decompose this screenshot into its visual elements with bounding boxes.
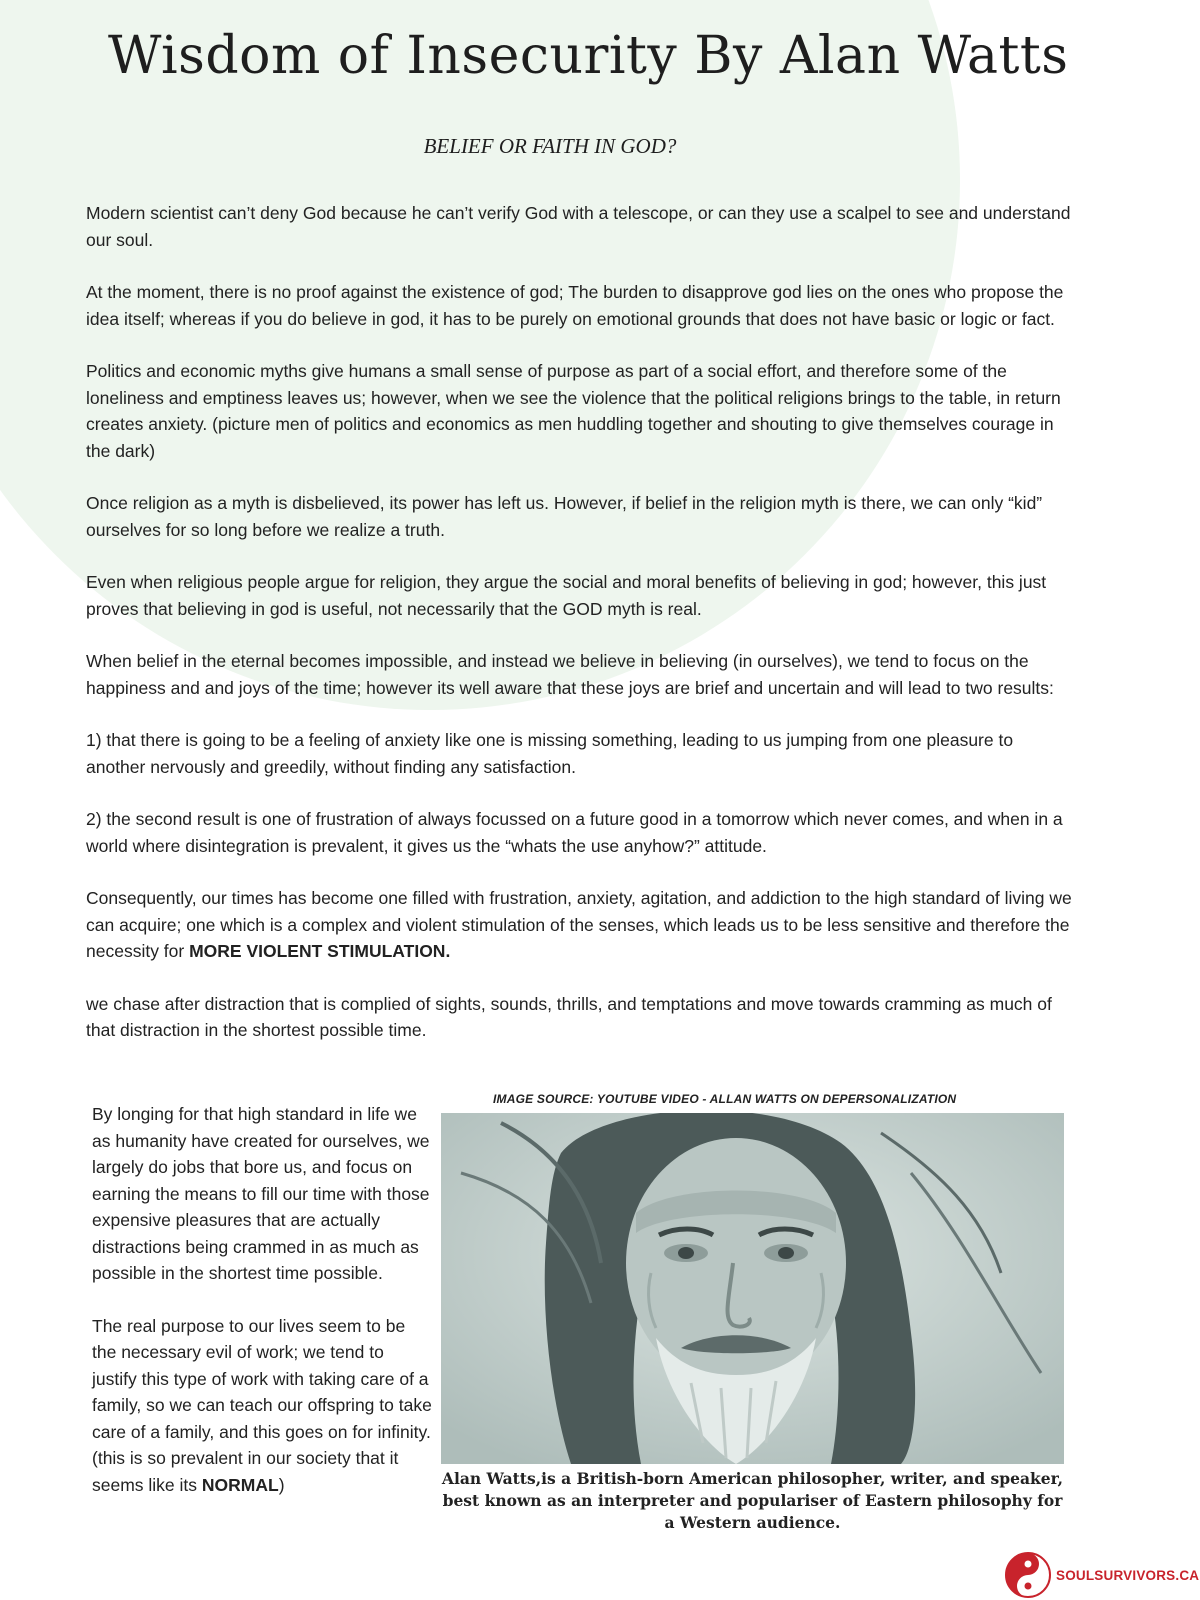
brand-logo[interactable]: [1004, 1550, 1200, 1600]
paragraph-end: ): [278, 1474, 285, 1495]
paragraph: Modern scientist can’t deny God because he can’t verify God with a telescope, or can they use a scalpel to see and understand our soul.: [86, 203, 1071, 250]
yin-yang-icon: [1004, 1551, 1052, 1599]
image-source-label: IMAGE SOURCE: YOUTUBE VIDEO - ALLAN WATTS ON DEPERSONALIZATION: [493, 1092, 957, 1106]
paragraph: 2) the second result is one of frustration of always focussed on a future good in a tomorrow which never comes, and when in a world where disintegration is prevalent, it gives us the “whats the use anyhow?” attitude.: [86, 809, 1063, 856]
paragraph: Even when religious people argue for religion, they argue the social and moral benefits of believing in god; however, this just proves that believing in god is useful, not necessarily that the GOD myth is real.: [86, 572, 1047, 619]
paragraph: When belief in the eternal becomes impossible, and instead we believe in believing (in ourselves), we tend to focus on the happiness and and joys of the time; however its well aware that these joys are brief and uncertain and will lead to two results:: [86, 651, 1054, 698]
portrait-illustration: [441, 1113, 1064, 1464]
emphasis-text: NORMAL: [201, 1474, 279, 1495]
paragraph-distraction: we chase after distraction that is complied of sights, sounds, thrills, and temptations and move towards cramming as much of that distraction in the shortest possible time.: [86, 993, 1052, 1040]
paragraph: Politics and economic myths give humans a small sense of purpose as part of a social effort, and therefore some of the loneliness and emptiness leaves us; however, when we see the violence that the political religions brings to the table, in return creates anxiety. (picture men of politics and economics as men huddling together and shouting to give themselves courage in the dark): [86, 361, 1061, 461]
paragraph: 1) that there is going to be a feeling of anxiety like one is missing something, leading to us jumping from one pleasure to another nervously and greedily, without finding any satisfaction.: [86, 730, 1014, 777]
left-column-text: [92, 1101, 432, 1524]
column-paragraph: By longing for that high standard in life we as humanity have created for ourselves, we largely do jobs that bore us, and focus on earning the means to fill our time with those expensive pleasures that are actually distractions being crammed in as much as possible in the shortest time possible.: [92, 1104, 430, 1283]
paragraph: Once religion as a myth is disbelieved, its power has left us. However, if belief in the religion myth is there, we can only “kid” ourselves for so long before we realize a truth.: [86, 493, 1043, 540]
photo-caption: Alan Watts,is a British-born American philosopher, writer, and speaker, best known as an interpreter and populariser of Eastern philosophy for a Western audience.: [441, 1469, 1064, 1532]
section-subtitle: BELIEF OR FAITH IN GOD?: [423, 134, 677, 158]
article-body: [86, 200, 1076, 1044]
paragraph-text: Consequently, our times has become one filled with frustration, anxiety, agitation, and addiction to the high standard of living we can acquire; one which is a complex and violent stimulation of the senses, which leads us to be less sensitive and therefore the necessity for: [86, 888, 1072, 961]
paragraph-text: The real purpose to our lives seem to be the necessary evil of work; we tend to justify this type of work with taking care of a family, so we can teach our offspring to take care of a family, and this goes on for infinity. (this is so prevalent in our society that it seems like its: [92, 1315, 432, 1495]
alan-watts-portrait: [441, 1113, 1064, 1464]
emphasis-text: MORE VIOLENT STIMULATION.: [189, 941, 451, 961]
paragraph: At the moment, there is no proof against the existence of god; The burden to disapprove god lies on the ones who propose the idea itself; whereas if you do believe in god, it has to be purely on emotional grounds that does not have basic or logic or fact.: [86, 282, 1064, 329]
logo-text: SOULSURVIVORS.CA: [1056, 1567, 1200, 1583]
page-title: Wisdom of Insecurity By Alan Watts: [108, 26, 1069, 86]
paragraph-consequently: [86, 885, 1076, 965]
column-paragraph: [92, 1313, 432, 1499]
